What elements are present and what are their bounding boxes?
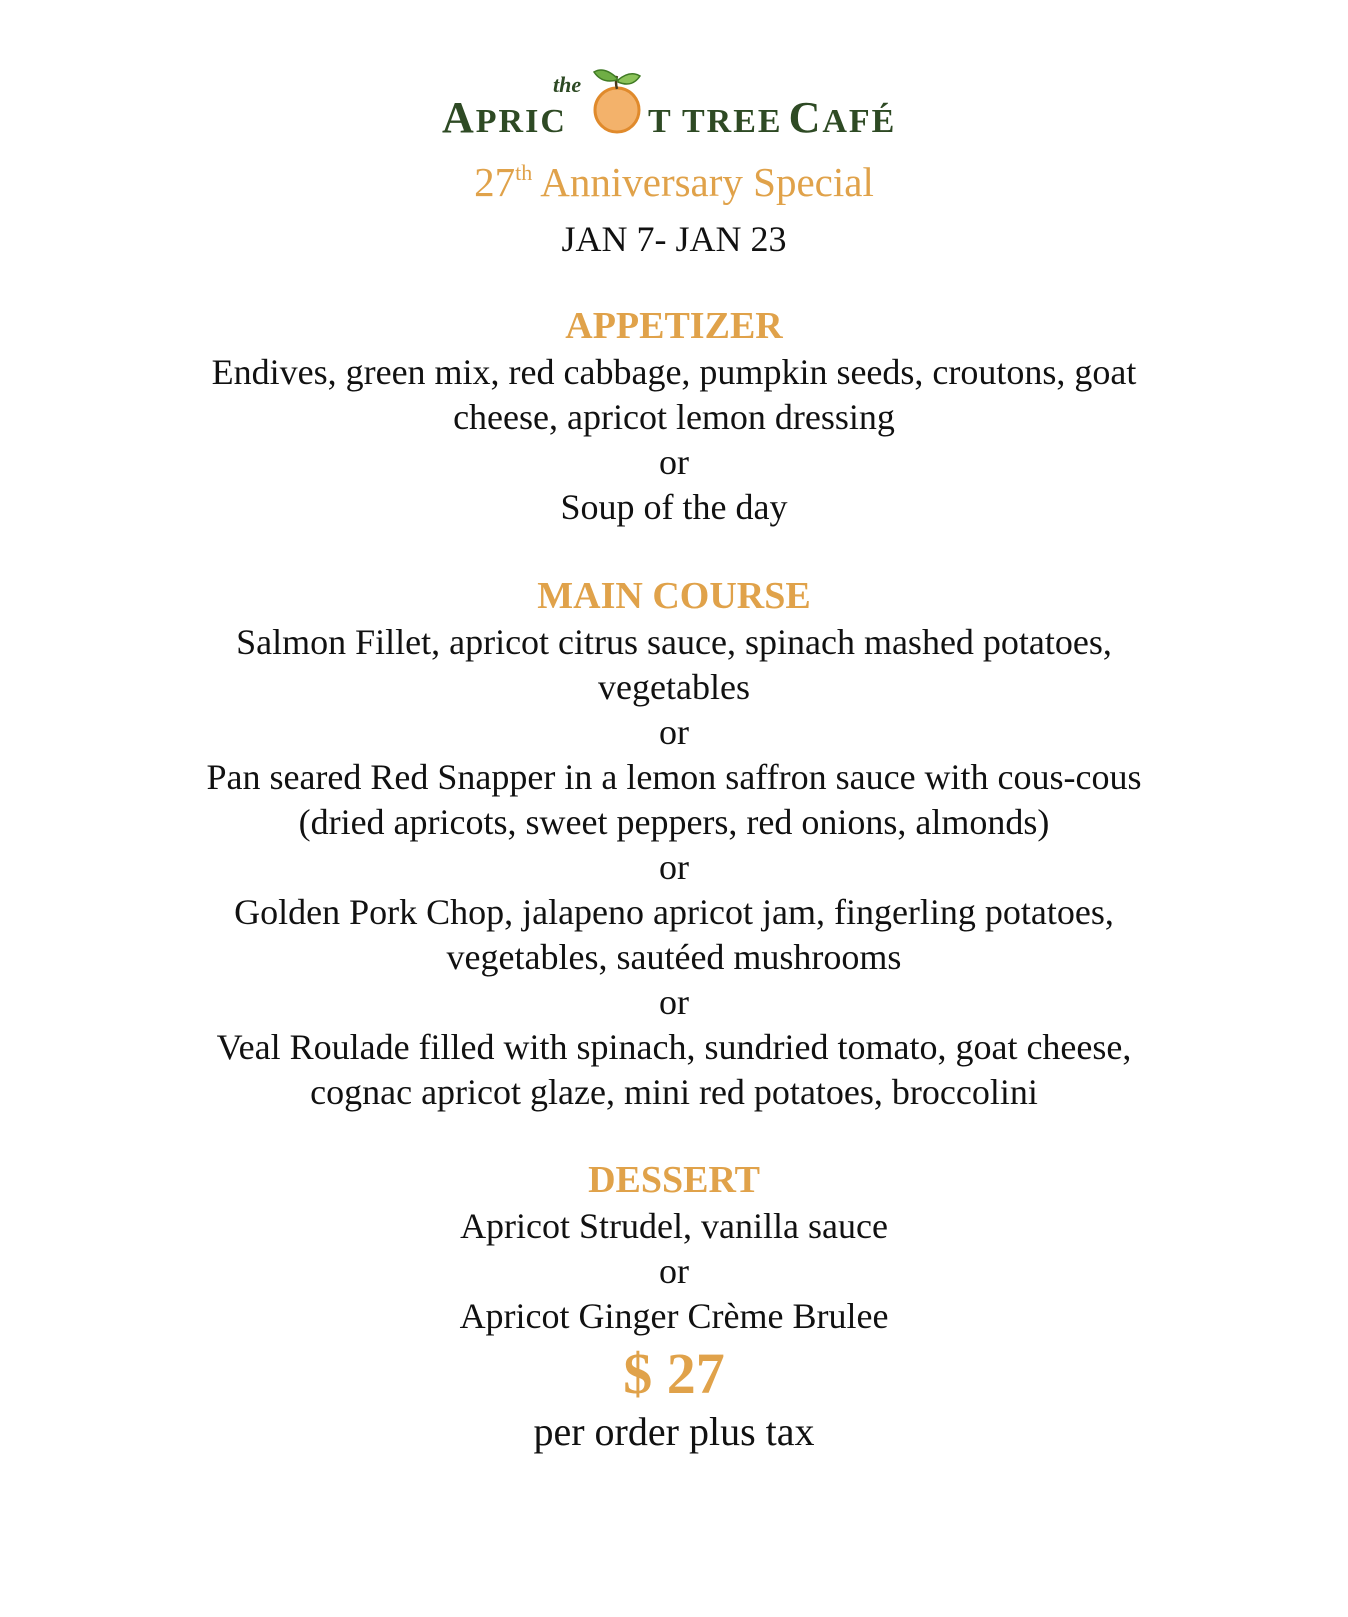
main-option-4-line-2: cognac apricot glaze, mini red potatoes, broccolini: [310, 1072, 1038, 1112]
apricot-icon: [586, 58, 648, 138]
cafe-logo: [0, 52, 1348, 142]
main-option-1-line-2: vegetables: [598, 667, 750, 707]
main-or-1: or: [659, 712, 689, 752]
logo-word-right: T TREE CAFÉ: [648, 93, 897, 142]
dessert-option-1: Apricot Strudel, vanilla sauce: [460, 1206, 888, 1246]
main-option-2-line-2: (dried apricots, sweet peppers, red onions, almonds): [298, 802, 1050, 842]
main-option-2-line-1: Pan seared Red Snapper in a lemon saffron sauce with cous-cous: [206, 757, 1142, 797]
appetizer-option-2: Soup of the day: [560, 487, 788, 527]
appetizer-heading: APPETIZER: [565, 305, 783, 347]
dessert-option-2: Apricot Ginger Crème Brulee: [459, 1296, 889, 1336]
anniversary-title: 27th Anniversary Special: [474, 159, 874, 205]
main-option-3-line-1: Golden Pork Chop, jalapeno apricot jam, fingerling potatoes,: [234, 892, 1114, 932]
price: $ 27: [623, 1341, 725, 1406]
main-or-2: or: [659, 847, 689, 887]
appetizer-or: or: [659, 442, 689, 482]
dessert-heading: DESSERT: [588, 1159, 760, 1201]
main-option-4-line-1: Veal Roulade filled with spinach, sundried tomato, goat cheese,: [216, 1027, 1132, 1067]
main-option-3-line-2: vegetables, sautéed mushrooms: [446, 937, 902, 977]
logo-word-left: APRIC: [442, 93, 567, 142]
main-option-1-line-1: Salmon Fillet, apricot citrus sauce, spinach mashed potatoes,: [236, 622, 1112, 662]
appetizer-option-1-line-1: Endives, green mix, red cabbage, pumpkin seeds, croutons, goat: [211, 352, 1137, 392]
price-note: per order plus tax: [533, 1409, 815, 1454]
appetizer-option-1-line-2: cheese, apricot lemon dressing: [453, 397, 895, 437]
main-or-3: or: [659, 982, 689, 1022]
promo-dates: JAN 7- JAN 23: [561, 219, 787, 259]
main-course-heading: MAIN COURSE: [537, 575, 811, 617]
logo-the-text: the: [553, 72, 582, 97]
dessert-or: or: [659, 1251, 689, 1291]
